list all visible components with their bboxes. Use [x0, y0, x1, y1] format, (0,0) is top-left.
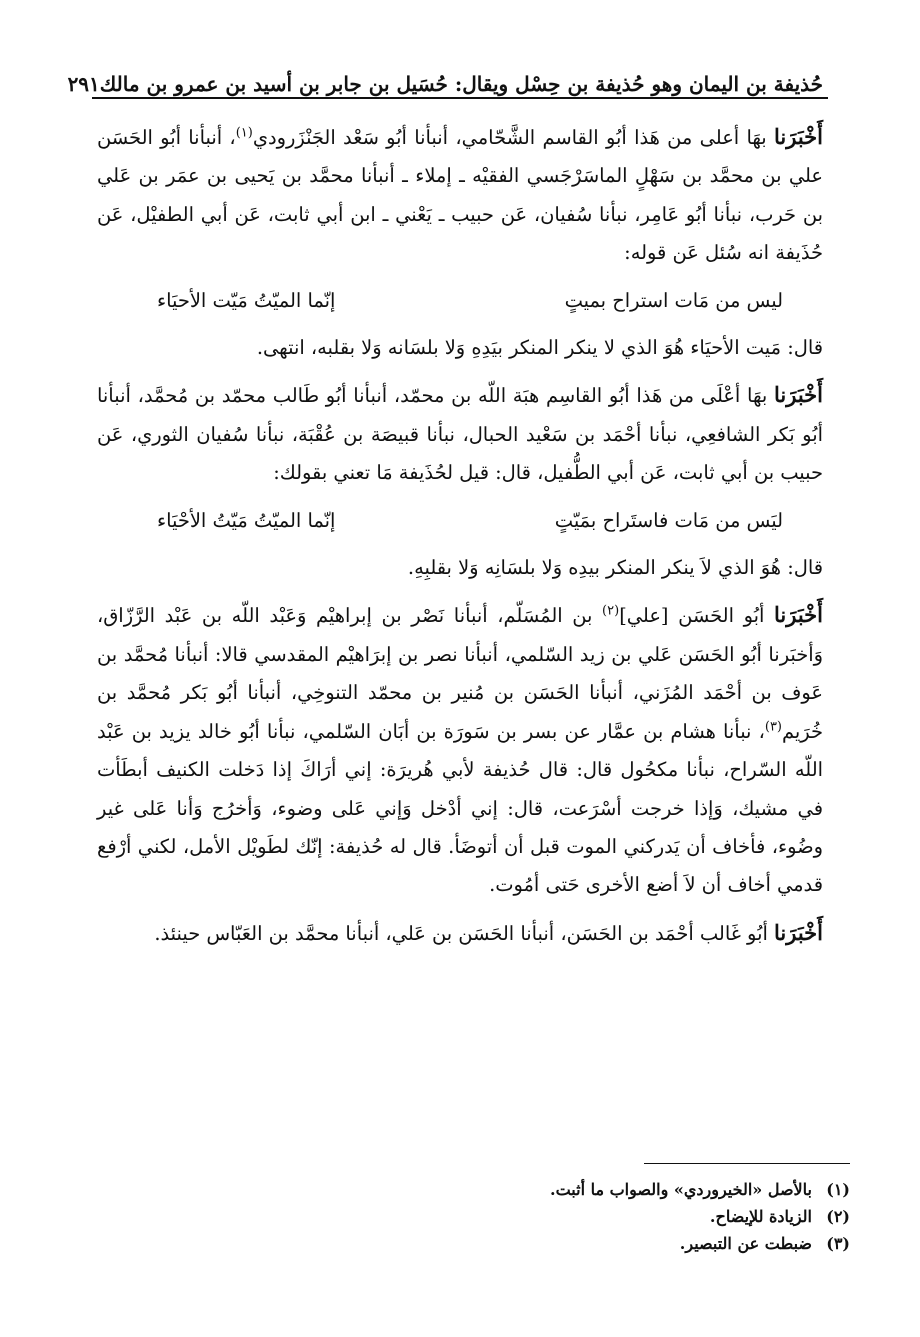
- paragraph-keyword: أَخْبَرَنا: [774, 124, 823, 149]
- poetry-verse-2: [97, 502, 823, 540]
- verse-hemistich-right: ليس من مَات استراح بميتٍ: [564, 288, 783, 312]
- footnote-number: (٢): [826, 1207, 850, 1226]
- poetry-verse-1: [97, 282, 823, 320]
- footnote-text: ضبطت عن التبصير.: [679, 1234, 812, 1253]
- paragraph-text: بهَا أعلى من هَذا أبُو القاسم الشَّحّامي، أنبأنا أبُو سَعْد الجَنْزَرودي: [252, 126, 774, 149]
- footnote-rule: [644, 1163, 850, 1164]
- footnote-text: بالأصل «الخيروردي» والصواب ما أثبت.: [550, 1180, 812, 1199]
- footnote-marker-3: (٣): [764, 719, 782, 735]
- footnote-number: (١): [826, 1180, 850, 1199]
- paragraph-4: قال: هُوَ الذي لاَ ينكر المنكر بيدِه وَلا بلسَانِه وَلا بقلبِهِ.: [407, 556, 823, 580]
- footnotes: [300, 1176, 850, 1257]
- paragraph-1: [97, 118, 823, 273]
- paragraph-keyword: أَخْبَرَنا: [774, 382, 823, 408]
- verse-hemistich-left: إنّما الميّتُ مَيّتُ الأحْيَاء: [157, 508, 336, 532]
- footnote: [300, 1176, 850, 1203]
- verse-hemistich-right: ليَس من مَات فاستَراح بمَيّتٍ: [554, 508, 783, 532]
- paragraph-text: بهَا أعْلَى من هَذا أبُو القاسِم هبَة اللّه بن محمّد، أنبأنا أبُو طَالب محمّد بن مُحمَّد، أنبأنا أبُو بَكر الشافعِي، نبأنا أحْمَد بن سَعْيد الحبال، نبأنا قبيصَة بن عُقْبَة، نبأنا سُفيان الثوري، عَن حبيب بن أبي ثابت، عَن أبي الطُّفيل، قال: قيل لحُذَيفة مَا تعني بقولك:: [97, 384, 823, 485]
- running-header: [67, 52, 823, 96]
- paragraph-3: [97, 376, 823, 492]
- paragraph-text: ، نبأنا هشام بن عمَّار عن بسر بن سَورَة بن أبَان السّلمي، نبأنا أبُو خالد يزيد بن عَبْد اللّه السّراح، نبأنا مكحُول قال: قال حُذيفة لأبي هُريرَة: إني أرَاكَ إذا دَخلت الكنيف أبطَأت في مشيك، وَإذا خرجت أسْرَعت، قال: إني أدْخل وَإني عَلى وضوء، وَأخرُج وَأنا عَلى غير وضُوء، فأخاف أن يَدركني الموت قبل أن أتوضَأ. قال له حُذيفة: إنّك لطَويْل الأمل، لكني أرْفع قدمي أخاف أن لاَ أضع الأخرى حَتى أمُوت.: [97, 719, 823, 897]
- paragraph-6: [97, 914, 823, 953]
- paragraph-text: بن المُسَلّم، أنبأنا نَصْر بن إبراهيْم وَعَبْد اللّه بن عَبْد الرَّزّاق، وَأخبَرنا أبُو الحَسَن عَلي بن زيد السّلمي، أنبأنا نصر بن إبرَاهيْم المقدسي قالا: أنبأنا مُحمَّد بن عَوف بن أحْمَد المُزَني، أنبأنا الحَسَن بن مُنير بن محمّد التنوخِي، أنبأنا أبُو بَكر مُحمَّد بن خُرَيم: [97, 604, 823, 743]
- paragraph-2: قال: مَيت الأحيَاء هُوَ الذي لا ينكر المنكر بيَدِهِ وَلا بلسَانه وَلا بقلبه، انتهى.: [256, 336, 823, 360]
- footnote: [300, 1230, 850, 1257]
- paragraph-keyword: أَخْبَرَنا: [774, 602, 823, 628]
- page-number: ٢٩١: [67, 72, 100, 96]
- verse-hemistich-left: إنّما الميّتُ مَيّت الأحيَاء: [157, 288, 336, 312]
- footnote-text: الزيادة للإيضاح.: [709, 1207, 812, 1226]
- header-rule: [92, 97, 828, 99]
- main-text: [97, 118, 823, 962]
- paragraph-text: أبُو غَالب أحْمَد بن الحَسَن، أنبأنا الحَسَن بن عَلي، أنبأنا محمَّد بن العَبّاس حينئذ.: [154, 921, 775, 945]
- footnote: [300, 1203, 850, 1230]
- footnote-marker-2: (٢): [602, 604, 620, 619]
- footnote-number: (٣): [826, 1234, 850, 1253]
- paragraph-keyword: أَخْبَرَنا: [774, 919, 823, 945]
- footnote-marker-1: (١): [235, 125, 253, 141]
- paragraph-5: [97, 596, 823, 904]
- paragraph-text: أبُو الحَسَن [علي]: [619, 604, 775, 628]
- header-title: حُذيفة بن اليمان وهو حُذيفة بن حِسْل ويقال: حُسَيل بن جابر بن أسيد بن عمرو بن مالك: [99, 72, 823, 96]
- paragraph-text: ، أنبأنا أبُو الحَسَن علي بن محمَّد بن سَهْلٍ الماسَرْجَسي الفقيْه ـ إملاء ـ أنبأنا محمَّد بن يَحيى بن عمَر بن عَلي بن حَرب، نبأنا أبُو عَامِر، نبأنا سُفيان، عَن حبيب ـ يَعْني ـ ابن أبي ثابت، عَن أبي الطفيْل، عَن حُذَيفة انه سُئل عَن قوله:: [97, 126, 823, 265]
